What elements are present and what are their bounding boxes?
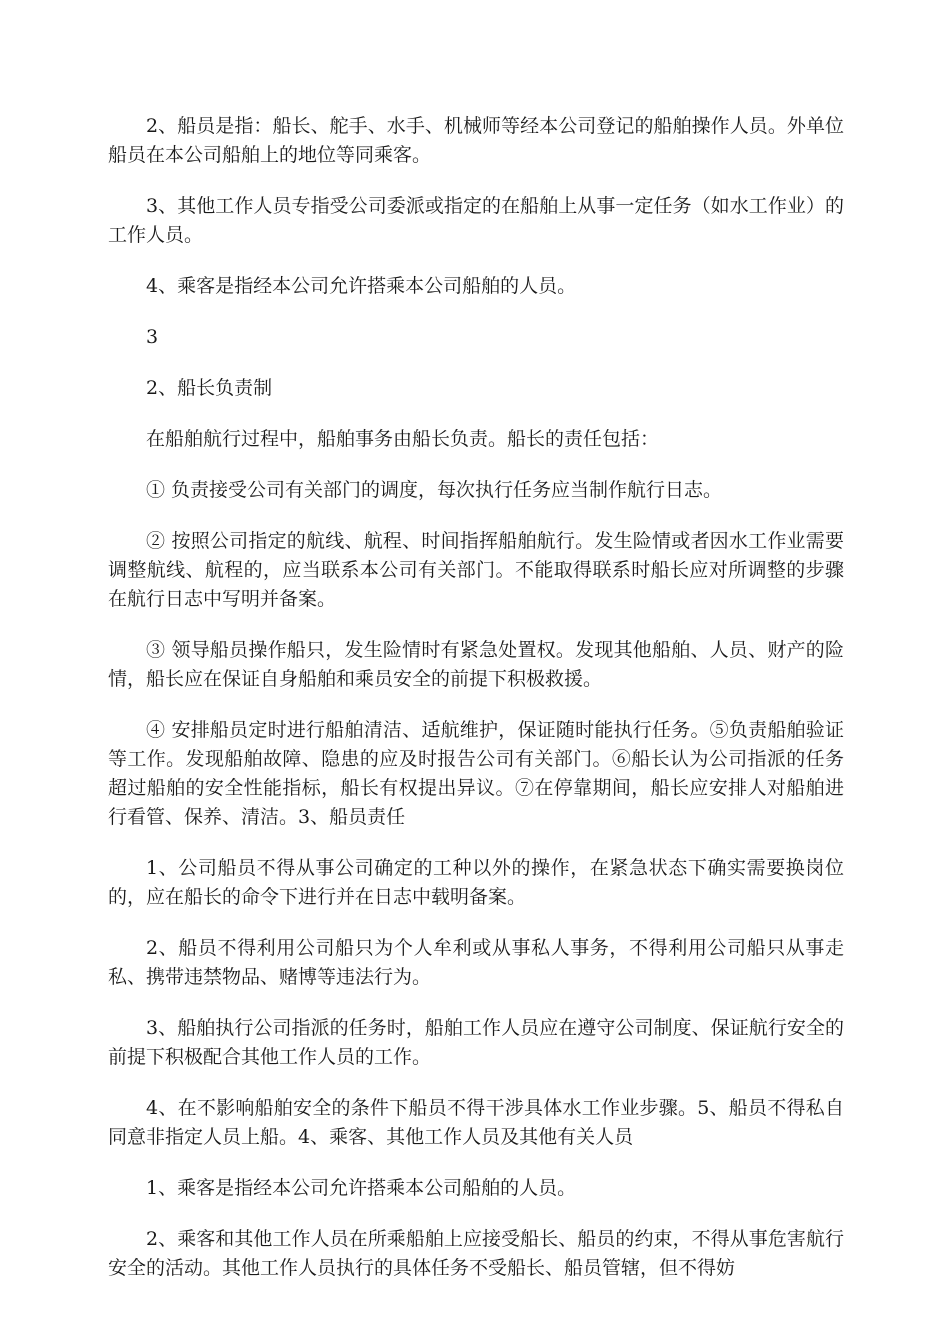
paragraph-captain-duty-2: ② 按照公司指定的航线、航程、时间指挥船舶航行。发生险情或者因水工作业需要调整航线、航程的，应当联系本公司有关部门。不能取得联系时船长应对所调整的步骤在航行日志中写明并备案。 <box>108 530 844 610</box>
paragraph-crew-duty-3: 3、船舶执行公司指派的任务时，船舶工作人员应在遵守公司制度、保证航行安全的前提下积极配合其他工作人员的工作。 <box>108 1017 844 1068</box>
paragraph-crew-duty-2: 2、船员不得利用公司船只为个人牟利或从事私人事务，不得利用公司船只从事走私、携带违禁物品、赌博等违法行为。 <box>108 937 844 988</box>
paragraph-passenger-definition: 4、乘客是指经本公司允许搭乘本公司船舶的人员。 <box>146 275 577 297</box>
paragraph-passenger-rule-2: 2、乘客和其他工作人员在所乘船舶上应接受船长、船员的约束，不得从事危害航行安全的活动。其他工作人员执行的具体任务不受船长、船员管辖，但不得妨 <box>108 1228 844 1279</box>
paragraph-crew-duty-1: 1、公司船员不得从事公司确定的工种以外的操作，在紧急状态下确实需要换岗位的，应在船长的命令下进行并在日志中载明备案。 <box>108 857 844 908</box>
paragraph-captain-intro: 在船舶航行过程中，船舶事务由船长负责。船长的责任包括： <box>146 428 660 450</box>
paragraph-other-staff-definition: 3、其他工作人员专指受公司委派或指定的在船舶上从事一定任务（如水工作业）的工作人员。 <box>108 195 844 246</box>
paragraph-crew-definition: 2、船员是指：船长、舵手、水手、机械师等经本公司登记的船舶操作人员。外单位船员在本公司船舶上的地位等同乘客。 <box>108 115 844 166</box>
paragraph-captain-duty-1: ① 负责接受公司有关部门的调度，每次执行任务应当制作航行日志。 <box>146 479 723 501</box>
document-body <box>108 112 844 1305</box>
section-heading-captain: 2、船长负责制 <box>146 377 273 399</box>
paragraph-captain-duty-3: ③ 领导船员操作船只，发生险情时有紧急处置权。发现其他船舶、人员、财产的险情，船长应在保证自身船舶和乘员安全的前提下积极救援。 <box>108 639 844 690</box>
paragraph-captain-duty-4: ④ 安排船员定时进行船舶清洁、适航维护，保证随时能执行任务。⑤负责船舶验证等工作。发现船舶故障、隐患的应及时报告公司有关部门。⑥船长认为公司指派的任务超过船舶的安全性能指标，船长有权提出异议。⑦在停靠期间，船长应安排人对船舶进行看管、保养、清洁。3、船员责任 <box>108 719 844 828</box>
paragraph-passenger-rule-1: 1、乘客是指经本公司允许搭乘本公司船舶的人员。 <box>146 1177 577 1199</box>
paragraph-crew-duty-4: 4、在不影响船舶安全的条件下船员不得干涉具体水工作业步骤。5、船员不得私自同意非指定人员上船。4、乘客、其他工作人员及其他有关人员 <box>108 1097 844 1148</box>
section-number: 3 <box>146 326 159 348</box>
